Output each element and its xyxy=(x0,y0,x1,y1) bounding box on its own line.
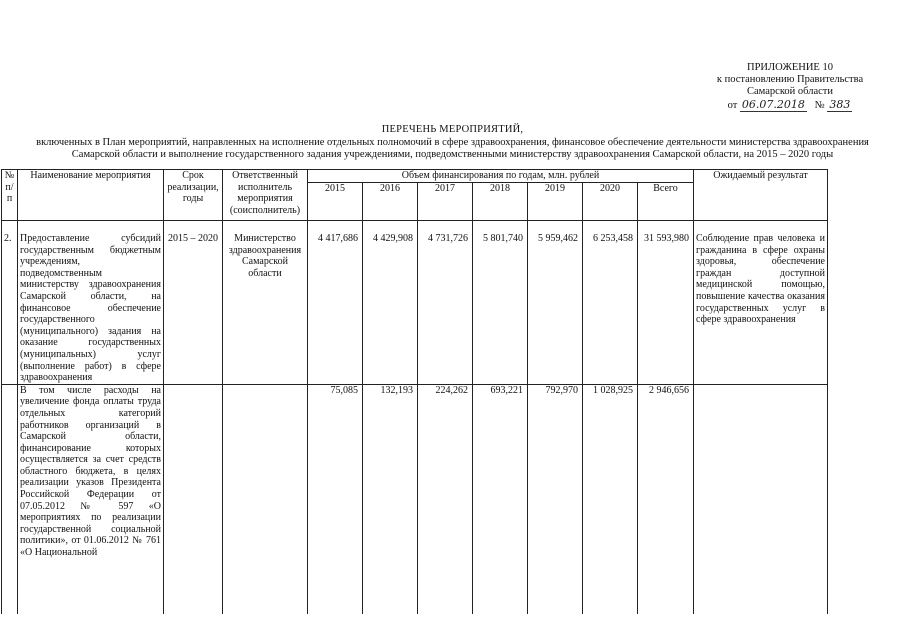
title-line2: Самарской области и выполнение государственного задания учреждениями, подведомственными министерству здравоохранения Самарской области, на 2015 – 2020 годы xyxy=(71,149,834,160)
appendix-line1: ПРИЛОЖЕНИЕ 10 xyxy=(747,62,833,73)
header-term: Срок реализации, годы xyxy=(164,170,223,221)
header-responsible: Ответственный исполнитель мероприятия (соисполнитель) xyxy=(223,170,308,221)
date-prefix: от xyxy=(727,100,738,111)
number-prefix: № xyxy=(814,100,825,111)
appendix-line2: к постановлению Правительства xyxy=(716,74,864,85)
table-row xyxy=(2,384,828,614)
header-name: Наименование мероприятия xyxy=(18,170,164,221)
row-value: 4 417,686 xyxy=(308,221,363,385)
table-row xyxy=(2,221,828,385)
header-year: 2020 xyxy=(583,183,638,221)
row-term: 2015 – 2020 xyxy=(164,221,223,385)
row-value: 4 429,908 xyxy=(363,221,418,385)
row-term xyxy=(164,384,223,614)
handwritten-number: 383 xyxy=(829,98,851,111)
header-year: 2015 xyxy=(308,183,363,221)
row-num: 2. xyxy=(2,221,18,385)
header-year: 2016 xyxy=(363,183,418,221)
row-responsible xyxy=(223,384,308,614)
appendix-block xyxy=(690,62,890,112)
appendix-date-line xyxy=(690,99,890,112)
row-value: 132,193 xyxy=(363,384,418,614)
row-num xyxy=(2,384,18,614)
measures-table xyxy=(1,169,828,614)
title-heading: ПЕРЕЧЕНЬ МЕРОПРИЯТИЙ, xyxy=(381,124,524,135)
row-value: 6 253,458 xyxy=(583,221,638,385)
row-value: 693,221 xyxy=(473,384,528,614)
header-total: Всего xyxy=(638,183,694,221)
appendix-line3: Самарской области xyxy=(747,86,833,97)
header-year: 2018 xyxy=(473,183,528,221)
header-num: № п/п xyxy=(2,170,18,221)
header-financing: Объем финансирования по годам, млн. рублей xyxy=(308,170,694,183)
handwritten-date: 06.07.2018 xyxy=(741,98,805,111)
row-value: 792,970 xyxy=(528,384,583,614)
row-value: 75,085 xyxy=(308,384,363,614)
row-responsible: Министерство здравоохранения Самарской области xyxy=(223,221,308,385)
row-total: 31 593,980 xyxy=(638,221,694,385)
row-value: 5 801,740 xyxy=(473,221,528,385)
row-name: В том числе расходы на увеличение фонда оплаты труда отдельных категорий работников организаций в Самарской области, финансирование которых осуществляется за счет средств областного бюджета, в целях реализации указов Президента Российской Федерации от 07.05.2012 № 597 «О мероприятиях по реализации государственной социальной политики», от 01.06.2012 № 761 «О Национальной xyxy=(18,384,164,614)
header-result: Ожидаемый результат xyxy=(694,170,828,221)
row-total: 2 946,656 xyxy=(638,384,694,614)
row-value: 224,262 xyxy=(418,384,473,614)
row-value: 5 959,462 xyxy=(528,221,583,385)
row-result: Соблюдение прав человека и гражданина в сфере охраны здоровья, обеспечение граждан доступной медицинской помощью, повышение качества оказания государственных услуг в сфере здравоохранения xyxy=(694,221,828,385)
document-title xyxy=(0,124,905,162)
title-line1: включенных в План мероприятий, направленных на исполнение отдельных полномочий в сфере здравоохранения, финансовое обеспечение деятельности министерства здравоохранения xyxy=(36,136,869,148)
row-value: 4 731,726 xyxy=(418,221,473,385)
header-year: 2019 xyxy=(528,183,583,221)
row-name: Предоставление субсидий государственным бюджетным учреждениям, подведомственным министерству здравоохранения Самарской области, на финансовое обеспечение государственного (муниципального) задания на оказание государственных (муниципальных) услуг (выполнение работ) в сфере здравоохранения xyxy=(18,221,164,385)
header-year: 2017 xyxy=(418,183,473,221)
row-value: 1 028,925 xyxy=(583,384,638,614)
row-result xyxy=(694,384,828,614)
